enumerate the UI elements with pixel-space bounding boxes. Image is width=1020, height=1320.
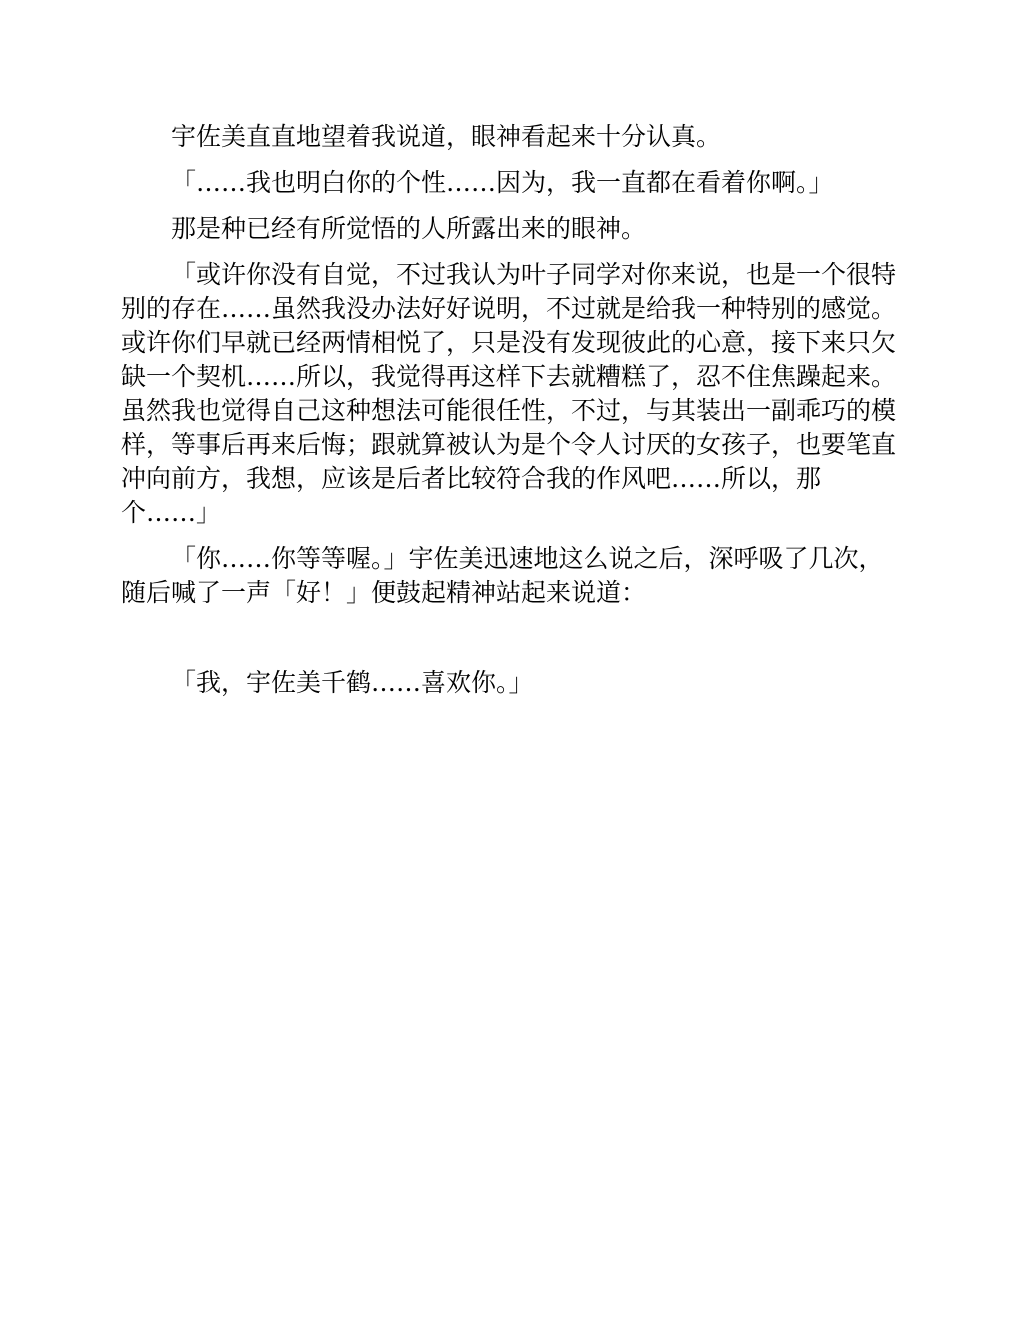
- paragraph-1: 宇佐美直直地望着我说道，眼神看起来十分认真。: [171, 122, 722, 151]
- paragraph-4: 「或许你没有自觉，不过我认为叶子同学对你来说，也是一个很特别的存在……虽然我没办法好好说明，不过就是给我一种特别的感觉。或许你们早就已经两情相悦了，只是没有发现彼此的心意，接下来只欠缺一个契机……所以，我觉得再这样下去就糟糕了，忍不住焦躁起来。虽然我也觉得自己这种想法可能很任性，不过，与其装出一副乖巧的模样，等事后再来后悔；跟就算被认为是个令人讨厌的女孩子，也要笔直冲向前方，我想，应该是后者比较符合我的作风吧……所以，那个……」: [121, 260, 897, 527]
- paragraph-5: 「你……你等等喔。」宇佐美迅速地这么说之后，深呼吸了几次，随后喊了一声「好！」便鼓起精神站起来说道：: [121, 544, 884, 607]
- paragraph-3: 那是种已经有所觉悟的人所露出来的眼神。: [171, 214, 647, 243]
- paragraph-6: 「我，宇佐美千鹤……喜欢你。」: [171, 668, 534, 697]
- document-page: [121, 120, 901, 700]
- paragraph-2: 「……我也明白你的个性……因为，我一直都在看着你啊。」: [171, 168, 834, 197]
